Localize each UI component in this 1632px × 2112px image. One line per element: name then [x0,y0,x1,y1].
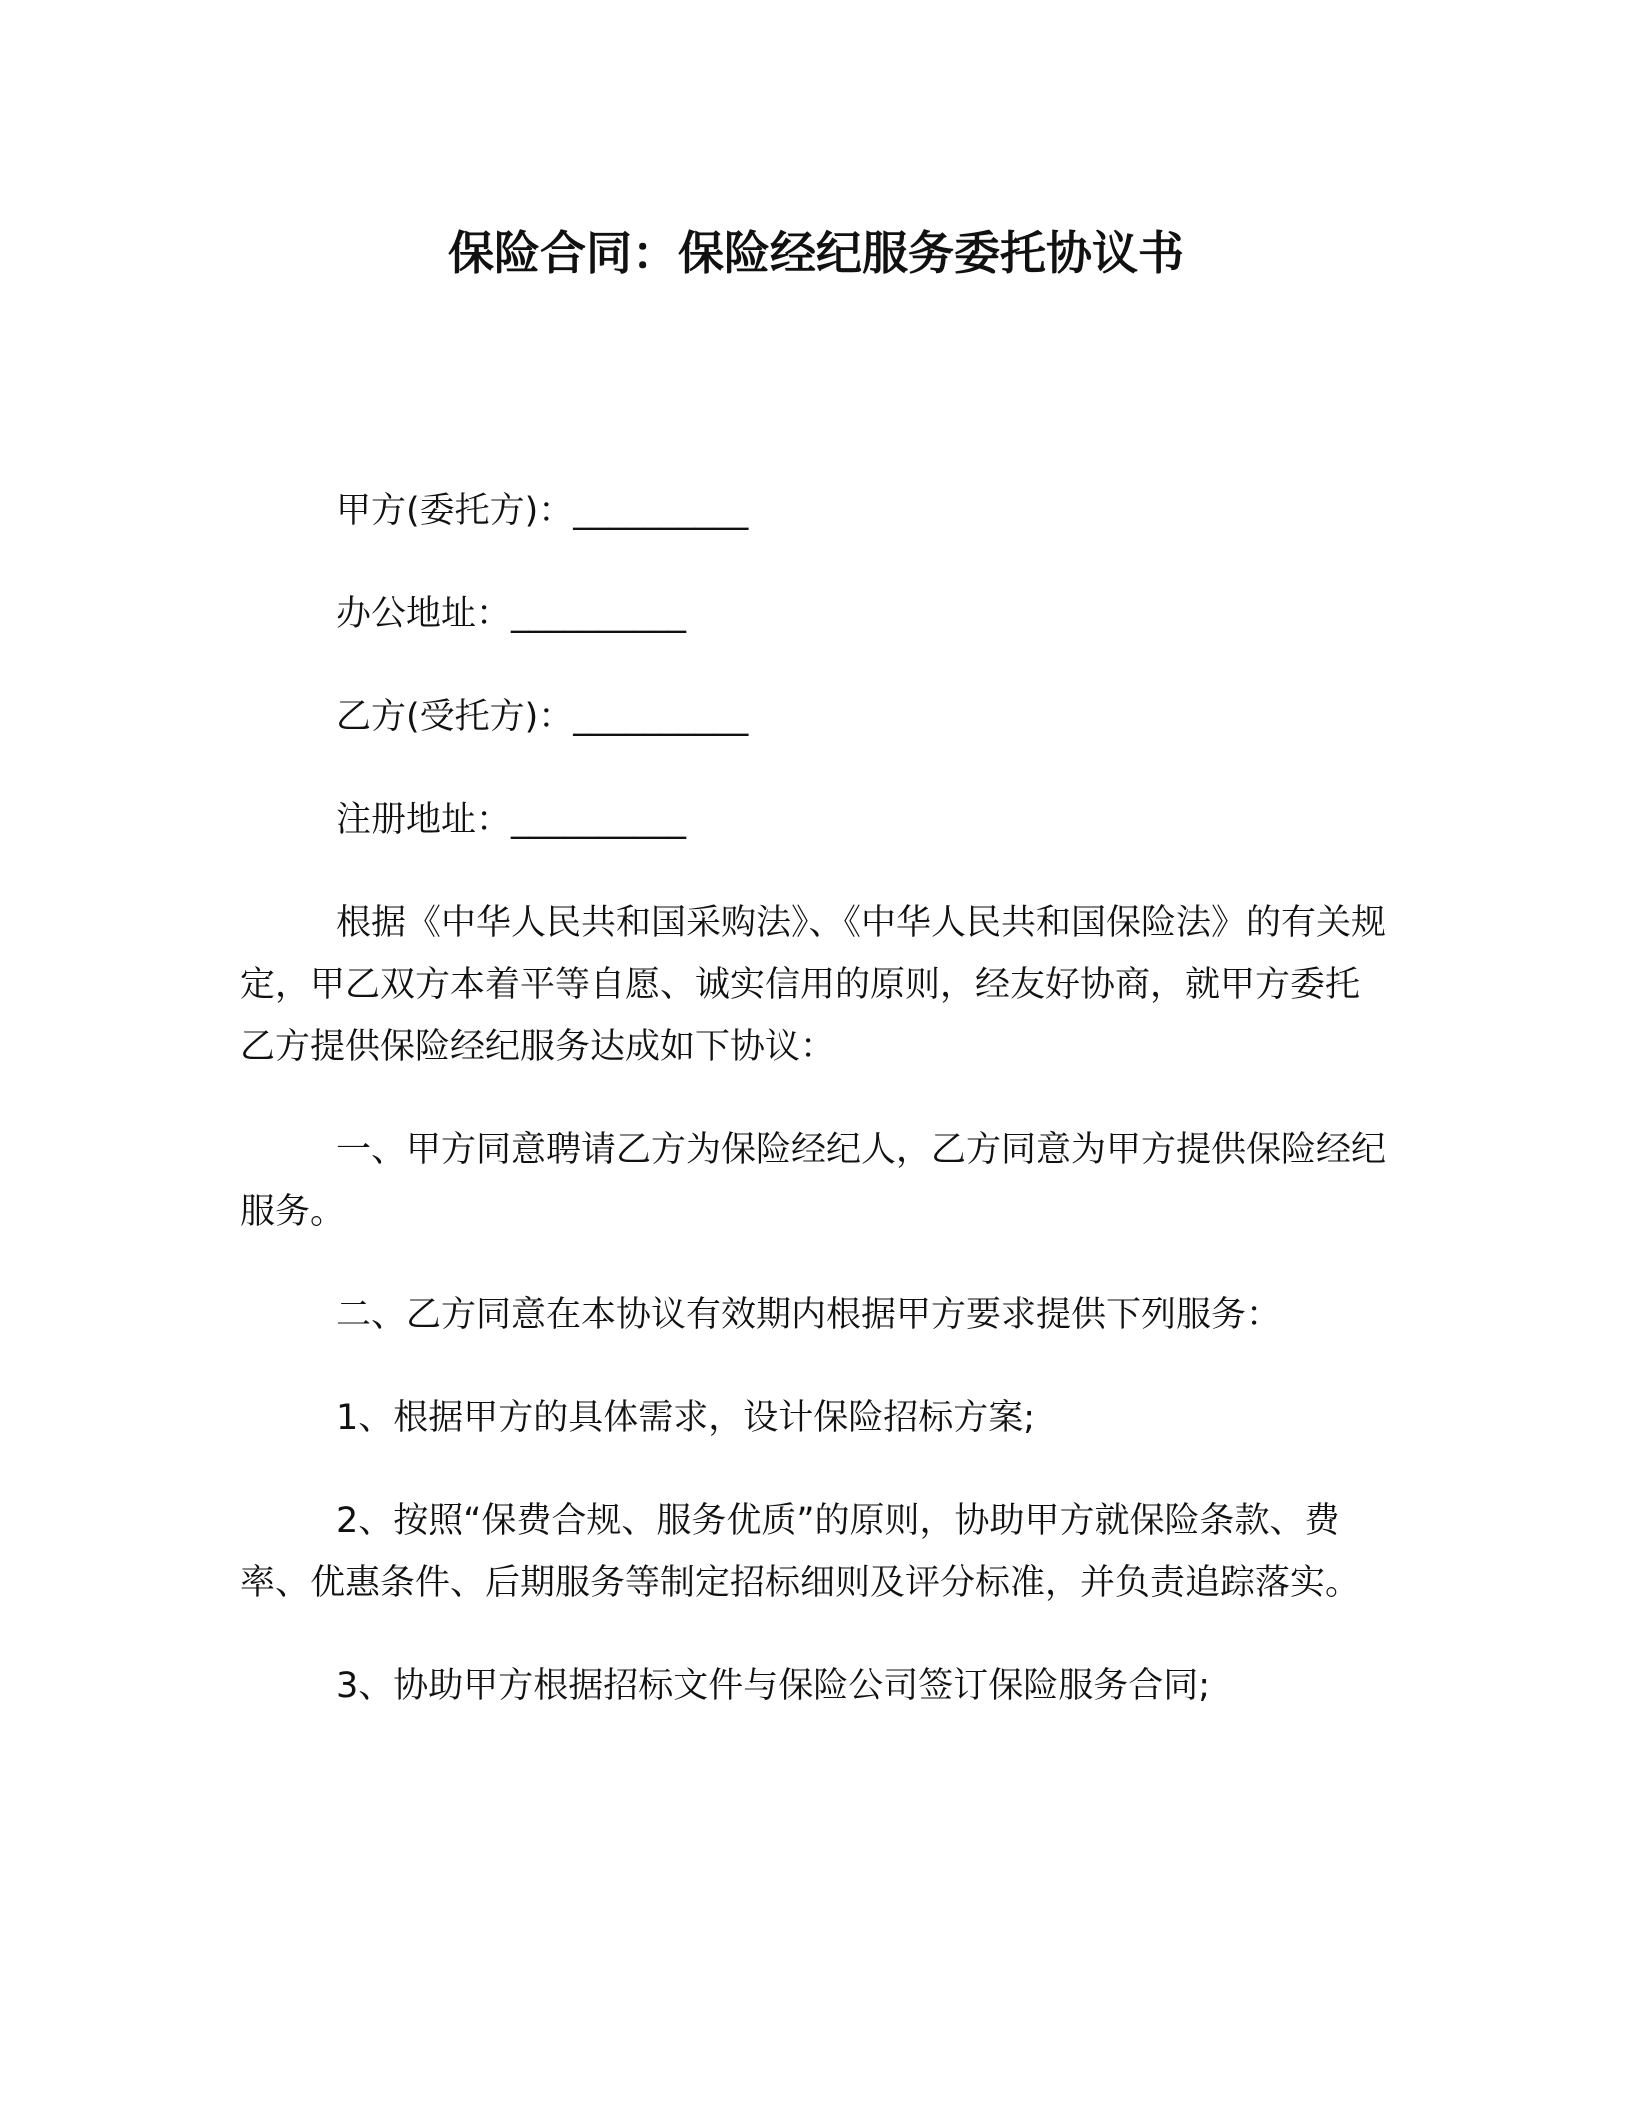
service-item-3: 3、协助甲方根据招标文件与保险公司签订保险服务合同; [336,1666,1211,1706]
preamble-paragraph: 根据《中华人民共和国采购法》、《中华人民共和国保险法》的有关规定，甲乙双方本着平等自愿、诚实信用的原则，经友好协商，就甲方委托乙方提供保险经纪服务达成如下协议： [240,903,1387,1067]
party-a-field: 甲方(委托方)：__________ [336,491,749,531]
document-title: 保险合同：保险经纪服务委托协议书 [448,226,1184,280]
party-b-field: 乙方(受托方)：__________ [336,697,749,737]
document-body [240,480,1392,1758]
registered-address-field: 注册地址：__________ [336,800,687,840]
clause-two-paragraph: 二、乙方同意在本协议有效期内根据甲方要求提供下列服务： [336,1295,1282,1335]
service-item-1: 1、根据甲方的具体需求，设计保险招标方案; [336,1398,1036,1438]
clause-one-paragraph: 一、甲方同意聘请乙方为保险经纪人，乙方同意为甲方提供保险经纪服务。 [240,1130,1387,1232]
office-address-field: 办公地址：__________ [336,594,687,634]
service-item-2: 2、按照“保费合规、服务优质”的原则，协助甲方就保险条款、费率、优惠条件、后期服务等制定招标细则及评分标准，并负责追踪落实。 [240,1501,1361,1603]
